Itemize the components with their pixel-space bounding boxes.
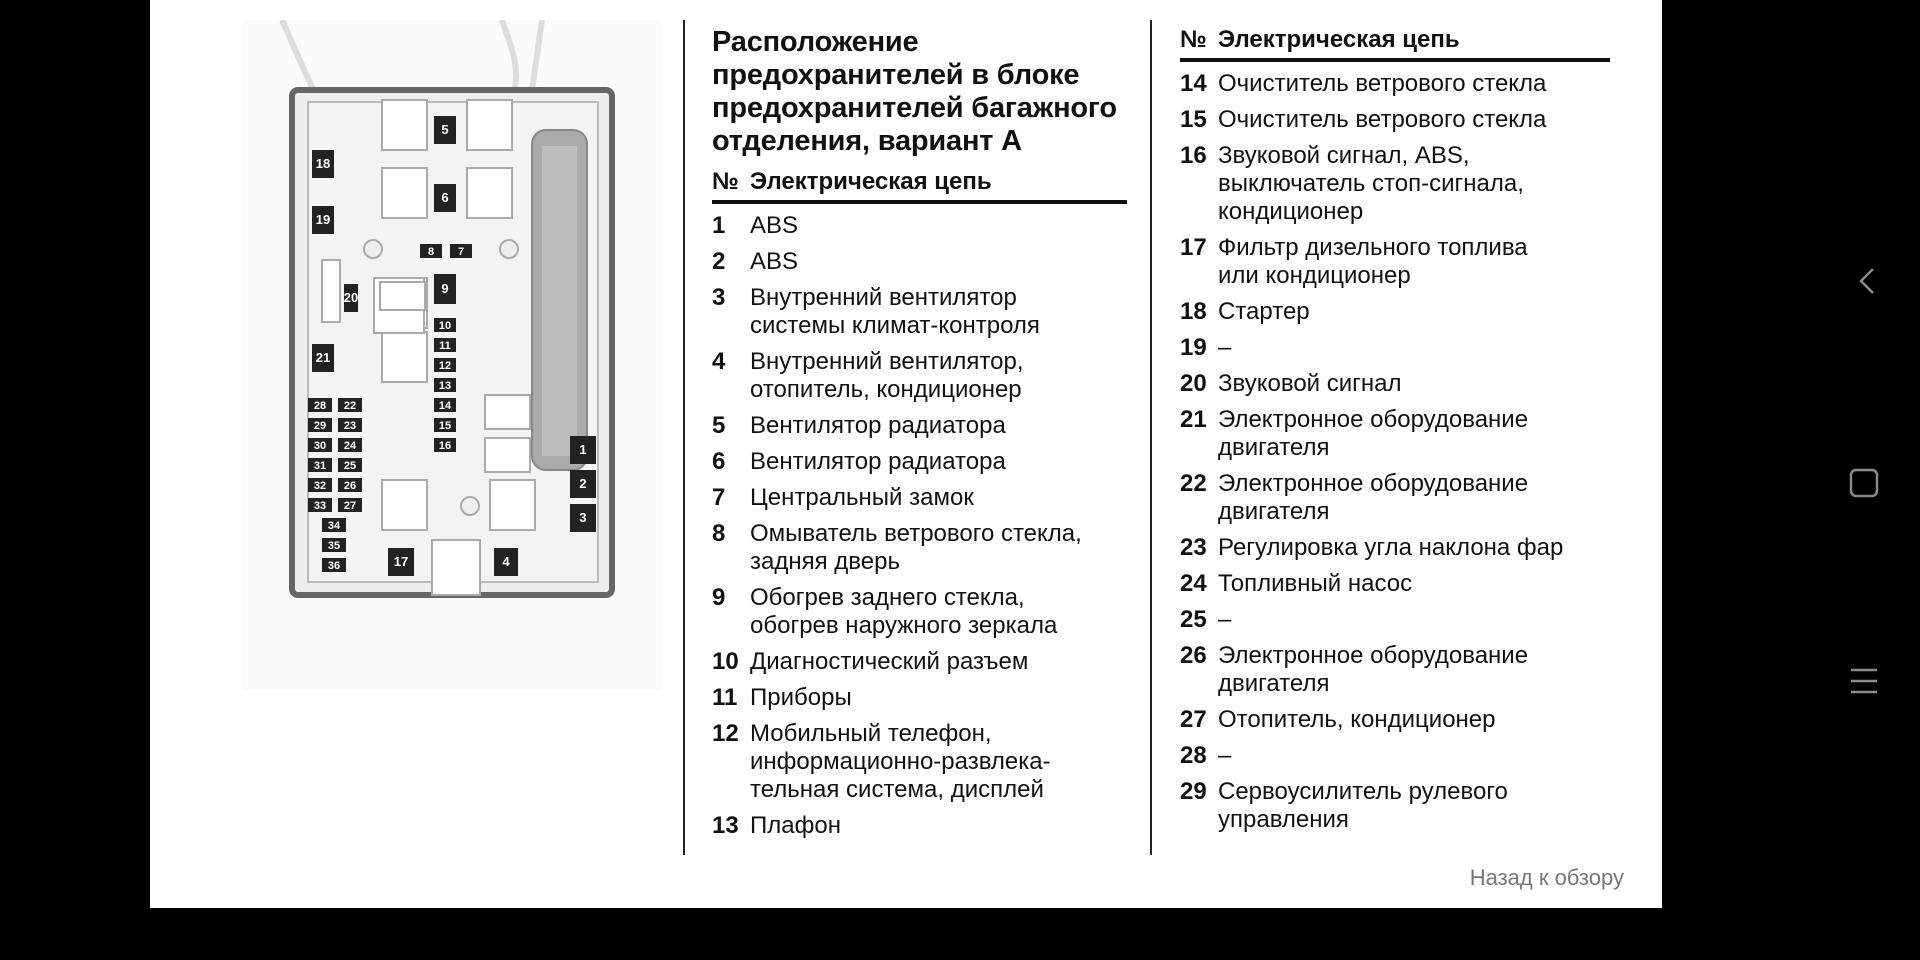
fuse-label: 30 (313, 440, 327, 452)
fuse-circuit: Регулировка угла наклона фар (1218, 534, 1564, 561)
fuse-label: 13 (438, 380, 452, 392)
fuse-label: 15 (438, 420, 452, 432)
fuse-circuit: Плафон (750, 812, 841, 839)
fuse-row (712, 484, 1127, 512)
fuse-label: 12 (438, 360, 452, 372)
fuse-circuit: – (1218, 334, 1232, 361)
fuse-label: 3 (579, 510, 587, 525)
fuse-number: 27 (1180, 706, 1207, 733)
fuse-row (712, 584, 1127, 640)
fuse-circuit: Вентилятор радиатора (750, 448, 1006, 475)
fuse-circuit: – (1218, 742, 1232, 769)
fuse-row (1180, 606, 1610, 634)
fuse-circuit: Звуковой сигнал (1218, 370, 1402, 397)
fuse-label: 28 (313, 400, 327, 412)
fuse-list (1180, 70, 1610, 834)
fuse-row (1180, 570, 1610, 598)
fuse-circuit: Стартер (1218, 298, 1310, 325)
fuse-row (1180, 142, 1610, 226)
fuse-number: 6 (712, 448, 726, 475)
fuse-number: 15 (1180, 106, 1207, 133)
fuse-row (712, 284, 1127, 340)
fuse-list (712, 212, 1127, 840)
fuse-label: 8 (427, 246, 435, 258)
fuse-row (712, 412, 1127, 440)
left-column (712, 26, 1127, 840)
document-page (150, 0, 1662, 908)
fuse-circuit: Звуковой сигнал, ABS, выключатель стоп-сигнала, кондиционер (1218, 142, 1524, 225)
fuse-number: 20 (1180, 370, 1207, 397)
fuse-label: 16 (438, 440, 452, 452)
fuse-label: 17 (393, 554, 409, 569)
fuse-circuit: Вентилятор радиатора (750, 412, 1006, 439)
fuse-label: 1 (579, 442, 587, 457)
chevron-left-icon[interactable] (1853, 266, 1883, 296)
fuse-label: 23 (343, 420, 357, 432)
fuse-circuit: ABS (750, 248, 799, 275)
fuse-number: 3 (712, 284, 726, 311)
fuse-number: 19 (1180, 334, 1207, 361)
fuse-label: 33 (313, 500, 327, 512)
fuse-label: 9 (441, 281, 449, 296)
fuse-circuit: ABS (750, 212, 799, 239)
fuse-circuit: Фильтр дизельного топлива или кондиционер (1218, 234, 1528, 289)
fuse-label: 31 (313, 460, 327, 472)
fuse-label: 2 (579, 476, 587, 491)
fuse-label: 27 (343, 500, 357, 512)
fuse-number: 24 (1180, 570, 1207, 597)
fuse-circuit: Электронное оборудование двигателя (1218, 642, 1529, 697)
fuse-row (712, 648, 1127, 676)
fuse-label: 25 (343, 460, 357, 472)
fuse-label: 11 (439, 340, 451, 352)
fuse-row (1180, 106, 1610, 134)
hamburger-icon[interactable] (1847, 664, 1881, 698)
fuse-label: 29 (313, 420, 327, 432)
fuse-label: 22 (343, 400, 357, 412)
fuse-number: 12 (712, 720, 739, 747)
fuse-circuit: Приборы (750, 684, 852, 711)
fuse-row (1180, 298, 1610, 326)
fuse-row (712, 812, 1127, 840)
square-icon[interactable] (1847, 466, 1881, 500)
fuse-circuit: Центральный замок (750, 484, 974, 511)
fuse-number: 17 (1180, 234, 1207, 261)
fuse-number: 23 (1180, 534, 1207, 561)
fuse-row (1180, 370, 1610, 398)
fuse-box-diagram (242, 20, 662, 690)
header-circuit: Электрическая цепь (750, 168, 992, 195)
fuse-number: 16 (1180, 142, 1207, 169)
fuse-circuit: Топливный насос (1218, 570, 1413, 597)
fuse-label: 4 (502, 554, 510, 569)
fuse-circuit: Очиститель ветрового стекла (1218, 106, 1547, 133)
fuse-circuit: Диагностический разъем (750, 648, 1029, 675)
fuse-circuit: – (1218, 606, 1232, 633)
fuse-circuit: Отопитель, кондиционер (1218, 706, 1496, 733)
fuse-circuit: Внутренний вентилятор, отопитель, кондиционер (750, 348, 1024, 403)
fuse-number: 1 (712, 212, 726, 239)
fuse-circuit: Электронное оборудование двигателя (1218, 470, 1529, 525)
fuse-number: 7 (712, 484, 726, 511)
fuse-label: 7 (457, 246, 465, 258)
section-title: Расположение предохранителей в блоке предохранителей багажного отделения, вариант А (712, 26, 1117, 157)
header-circuit: Электрическая цепь (1218, 26, 1460, 53)
fuse-row (1180, 534, 1610, 562)
fuse-label: 24 (343, 440, 357, 452)
fuse-row (712, 720, 1127, 804)
column-divider (1150, 20, 1152, 855)
fuse-number: 14 (1180, 70, 1207, 97)
fuse-label: 14 (438, 400, 452, 412)
table-header (1180, 26, 1610, 62)
fuse-row (1180, 406, 1610, 462)
fuse-label: 10 (438, 320, 452, 332)
fuse-number: 11 (712, 684, 738, 711)
fuse-row (1180, 778, 1610, 834)
fuse-label: 5 (441, 122, 449, 137)
column-divider (683, 20, 685, 855)
fuse-label: 6 (441, 190, 449, 205)
fuse-row (712, 348, 1127, 404)
right-column (1180, 26, 1610, 834)
fuse-number: 29 (1180, 778, 1207, 805)
header-number: № (712, 168, 739, 195)
fuse-label: 34 (327, 520, 341, 532)
fuse-number: 28 (1180, 742, 1207, 769)
fuse-circuit: Внутренний вентилятор системы климат-контроля (750, 284, 1040, 339)
fuse-number: 25 (1180, 606, 1207, 633)
fuse-row (1180, 334, 1610, 362)
table-header (712, 168, 1127, 204)
fuse-number: 22 (1180, 470, 1207, 497)
fuse-row (712, 684, 1127, 712)
fuse-row (1180, 470, 1610, 526)
fuse-label: 19 (315, 212, 331, 227)
fuse-label: 21 (315, 350, 331, 365)
fuse-number: 18 (1180, 298, 1207, 325)
fuse-number: 4 (712, 348, 726, 375)
header-number: № (1180, 26, 1207, 53)
fuse-row (1180, 706, 1610, 734)
fuse-label: 20 (343, 290, 359, 305)
back-to-overview-link[interactable]: Назад к обзору (1469, 865, 1624, 890)
fuse-row (712, 448, 1127, 476)
fuse-label: 18 (315, 156, 331, 171)
fuse-row (1180, 642, 1610, 698)
fuse-circuit: Электронное оборудование двигателя (1218, 406, 1529, 461)
fuse-number: 2 (712, 248, 726, 275)
fuse-number: 5 (712, 412, 726, 439)
fuse-row (712, 212, 1127, 240)
fuse-row (712, 248, 1127, 276)
fuse-label: 32 (313, 480, 327, 492)
fuse-number: 9 (712, 584, 726, 611)
fuse-circuit: Очиститель ветрового стекла (1218, 70, 1547, 97)
fuse-circuit: Обогрев заднего стекла, обогрев наружного зеркала (750, 584, 1058, 639)
fuse-circuit: Омыватель ветрового стекла, задняя дверь (750, 520, 1082, 575)
fuse-circuit: Сервоусилитель рулевого управления (1218, 778, 1508, 833)
fuse-number: 8 (712, 520, 726, 547)
fuse-row (1180, 742, 1610, 770)
fuse-label: 35 (327, 540, 341, 552)
fuse-row (1180, 70, 1610, 98)
fuse-number: 13 (712, 812, 739, 839)
fuse-number: 21 (1180, 406, 1207, 433)
fuse-circuit: Мобильный телефон, информационно-развлека- тельная система, дисплей (750, 720, 1051, 803)
fuse-label: 36 (327, 560, 341, 572)
fuse-row (712, 520, 1127, 576)
fuse-label: 26 (343, 480, 357, 492)
fuse-number: 10 (712, 648, 739, 675)
fuse-number: 26 (1180, 642, 1207, 669)
fuse-row (1180, 234, 1610, 290)
